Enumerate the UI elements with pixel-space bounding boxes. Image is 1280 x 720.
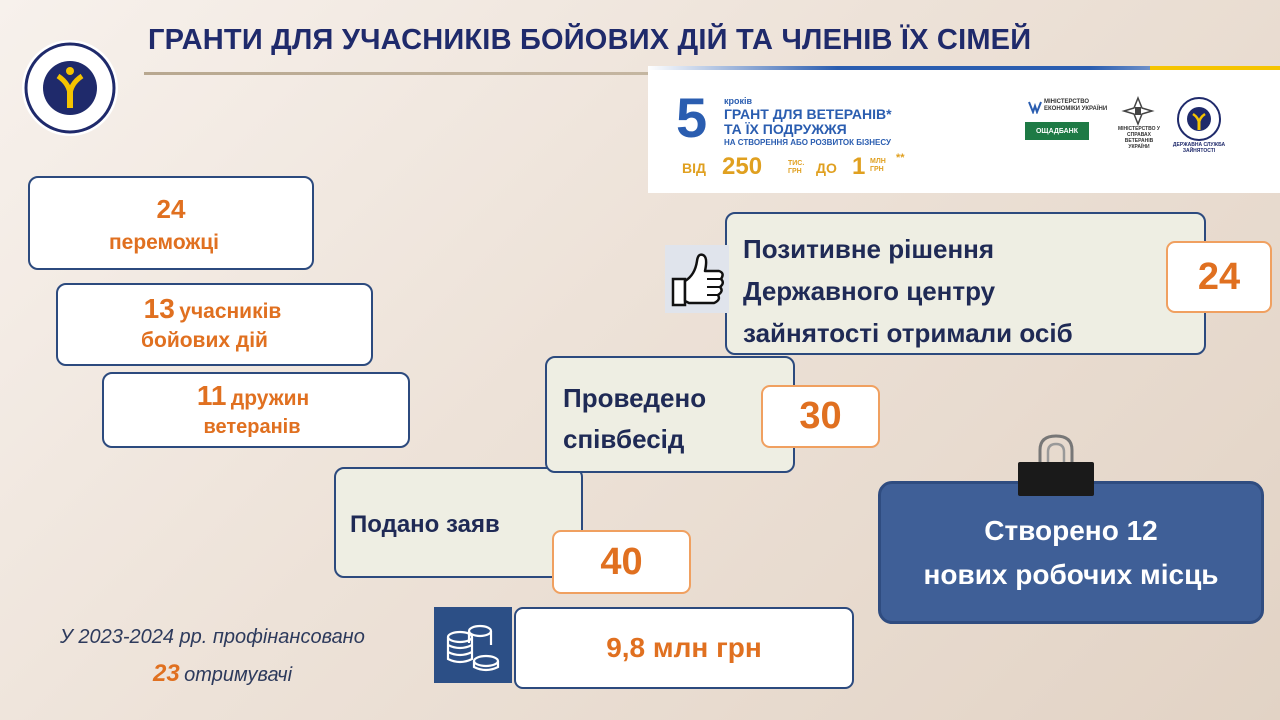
banner-big-number: 5 bbox=[676, 86, 708, 149]
combatants-card bbox=[56, 283, 373, 366]
banner-employment-logo bbox=[1170, 96, 1228, 142]
funding-note: У 2023-2024 рр. профінансовано bbox=[60, 626, 365, 648]
ministry-economy-text: МІНІСТЕРСТВО ЕКОНОМІКИ УКРАЇНИ bbox=[1044, 99, 1108, 112]
combatants-label2: бойових дій bbox=[141, 329, 268, 352]
applications-label: Подано заяв bbox=[350, 511, 500, 538]
positive-line3: зайнятості отримали осіб bbox=[743, 318, 1073, 348]
thumbs-up-icon bbox=[665, 245, 729, 313]
ministry-economy-icon bbox=[1028, 100, 1042, 114]
positive-line2: Державного центру bbox=[743, 276, 996, 306]
spouses-count: 11 bbox=[196, 380, 227, 411]
interviews-line1: Проведено bbox=[563, 383, 707, 413]
interviews-card bbox=[545, 356, 795, 473]
jobs-line2: нових робочих місць bbox=[923, 558, 1219, 590]
spouses-card bbox=[102, 372, 410, 448]
banner-min-unit: ТИС. ГРН bbox=[788, 160, 805, 175]
positive-line1: Позитивне рішення bbox=[743, 234, 995, 264]
winners-card bbox=[28, 176, 314, 270]
interviews-line2: співбесід bbox=[563, 424, 685, 454]
ministry-veterans-icon bbox=[1120, 96, 1156, 126]
winners-count: 24 bbox=[156, 194, 186, 224]
binder-clip-body bbox=[1018, 462, 1094, 496]
oschadbank-logo: ОЩАДБАНК bbox=[1025, 122, 1089, 140]
applications-card bbox=[334, 467, 583, 578]
ministry-veterans-text: МІНІСТЕРСТВО У СПРАВАХ ВЕТЕРАНІВ УКРАЇНИ bbox=[1117, 126, 1161, 150]
banner-max-unit: МЛН ГРН bbox=[870, 158, 886, 173]
applications-value: 40 bbox=[552, 530, 691, 594]
positive-decision-card bbox=[725, 212, 1206, 355]
banner-min-amount: 250 bbox=[722, 153, 763, 180]
banner-steps: кроків bbox=[724, 96, 753, 106]
banner-line3: НА СТВОРЕННЯ АБО РОЗВИТОК БІЗНЕСУ bbox=[724, 138, 891, 147]
spouses-label2: ветеранів bbox=[203, 416, 301, 438]
funding-recipients bbox=[153, 660, 292, 688]
recipients-label: отримувачі bbox=[184, 664, 293, 686]
banner-from: ВІД bbox=[682, 160, 706, 176]
banner-line1: ГРАНТ ДЛЯ ВЕТЕРАНІВ* bbox=[724, 106, 892, 122]
banner-stripe-yellow bbox=[1150, 66, 1280, 70]
funding-amount-card bbox=[514, 607, 854, 689]
recipients-count: 23 bbox=[153, 660, 180, 687]
banner-to: ДО bbox=[816, 160, 837, 176]
page-title: ГРАНТИ ДЛЯ УЧАСНИКІВ БОЙОВИХ ДІЙ ТА ЧЛЕНІВ ЇХ СІМЕЙ bbox=[148, 24, 1032, 56]
funding-amount: 9,8 млн грн bbox=[606, 632, 762, 663]
employment-service-logo bbox=[22, 40, 118, 136]
interviews-value: 30 bbox=[761, 385, 880, 448]
positive-value: 24 bbox=[1166, 241, 1272, 313]
jobs-created-card bbox=[878, 481, 1264, 624]
banner-max-amount: 1 bbox=[852, 153, 866, 180]
spouses-label1: дружин bbox=[230, 387, 310, 410]
banner-employment-text: ДЕРЖАВНА СЛУЖБА ЗАЙНЯТОСТІ bbox=[1172, 142, 1226, 154]
banner-line2: ТА ЇХ ПОДРУЖЖЯ bbox=[724, 121, 847, 137]
coins-icon bbox=[434, 607, 512, 683]
jobs-line1: Створено 12 bbox=[984, 514, 1158, 546]
banner-max-mark: ** bbox=[896, 152, 905, 164]
winners-label: переможці bbox=[108, 231, 220, 254]
combatants-label1: учасників bbox=[179, 300, 282, 323]
combatants-count: 13 bbox=[143, 293, 175, 324]
